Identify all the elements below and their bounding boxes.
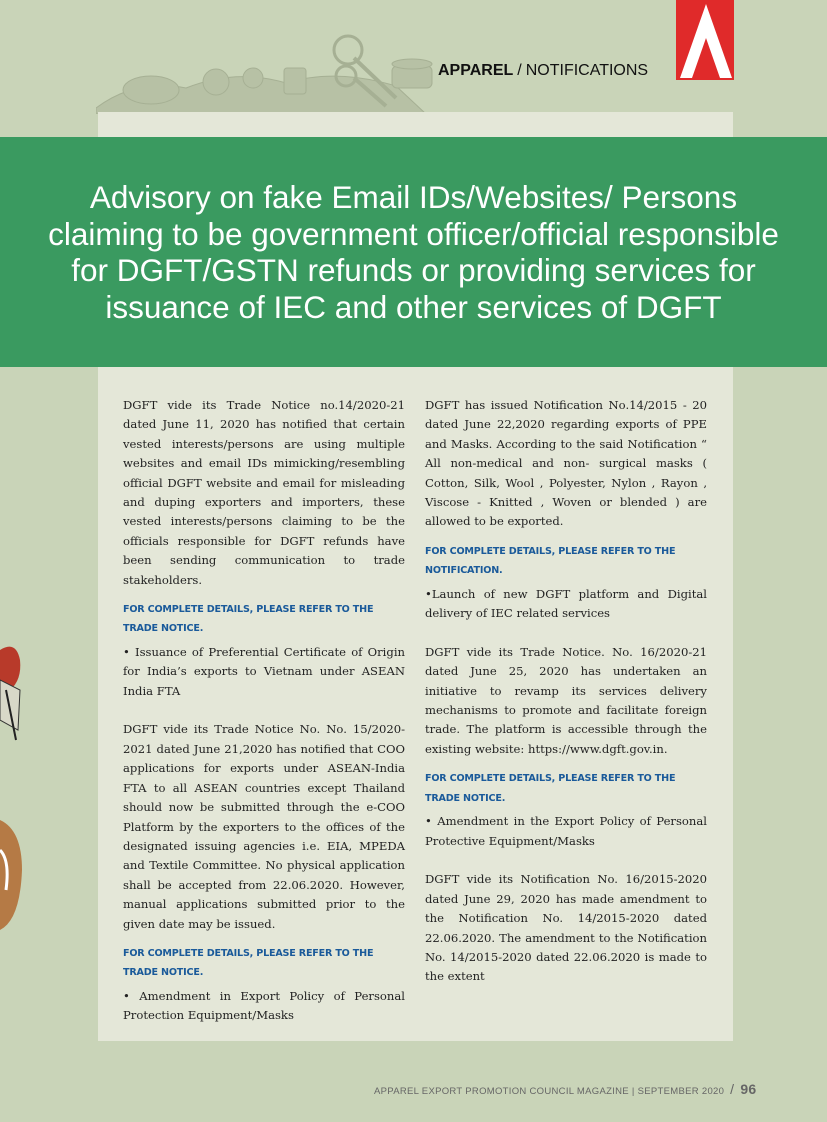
bullet-heading: • Issuance of Preferential Certificate of Origin for India’s exports to Vietnam under ASEAN India FTA xyxy=(123,644,405,698)
reference-note: FOR COMPLETE DETAILS, PLEASE REFER TO THE NOTIFICATION. xyxy=(425,545,676,577)
article-title: Advisory on fake Email IDs/Websites/ Persons claiming to be government officer/official responsible for DGFT/GSTN refunds or providing services for issuance of IEC and other services of DGFT xyxy=(48,179,779,325)
magazine-logo-icon xyxy=(676,0,734,80)
section-name: APPAREL xyxy=(438,62,514,79)
subsection-name: NOTIFICATIONS xyxy=(525,62,649,79)
magazine-name: APPAREL EXPORT PROMOTION COUNCIL MAGAZINE xyxy=(374,1086,629,1097)
paragraph: DGFT vide its Notification No. 16/2015-2020 dated June 29, 2020 has made amendment to the Notification No. 14/2015-2020 dated 22.06.2020. The amendment to the Notification No. 14/2015-2020 dated 22.06.2020 is made to the extent xyxy=(425,872,707,984)
footer-divider: | xyxy=(631,1086,635,1097)
side-illustration xyxy=(0,620,24,950)
sewing-tools-illustration xyxy=(96,28,436,114)
paragraph: DGFT has issued Notification No.14/2015 - 20 dated June 22,2020 regarding exports of PPE and Masks. According to the said Notification “ All non-medical and non- surgical masks ( Cotton, Silk, Wool , Polyester, Nylon , Rayon , Viscose - Knitted , Woven or blended ) are allowed to be exported. xyxy=(425,398,707,529)
paragraph: DGFT vide its Trade Notice No. No. 15/2020-2021 dated June 21,2020 has notified that COO applications for exports under ASEAN-India FTA to all ASEAN countries except Thailand should now be submitted through the e-COO Platform by the exporters to the offices of the designated issuing agencies i.e. EIA, MPEDA and Textile Committee. No physical application shall be accepted from 22.06.2020. However, manual applications submitted prior to the given date may be issued. xyxy=(123,722,405,931)
left-column xyxy=(123,396,405,1026)
title-banner xyxy=(0,137,827,367)
paragraph: DGFT vide its Trade Notice. No. 16/2020-21 dated June 25, 2020 has undertaken an initiative to revamp its services delivery mechanisms to promote and facilitate foreign trade. The platform is accessible through the existing website: https://www.dgft.gov.in. xyxy=(425,644,707,756)
reference-note: FOR COMPLETE DETAILS, PLEASE REFER TO THE TRADE NOTICE. xyxy=(425,773,676,804)
bullet-heading: • Amendment in the Export Policy of Personal Protective Equipment/Masks xyxy=(425,814,707,848)
article-panel-top xyxy=(98,112,733,138)
paragraph: DGFT vide its Trade Notice no.14/2020-21 dated June 11, 2020 has notified that certain vested interests/persons are using multiple websites and email IDs mimicking/resembling official DGFT website and email for misleading and duping exporters and importers, these vested interests/persons claiming to be the officials responsible for DGFT refunds have been sending communication to trade stakeholders. xyxy=(123,398,405,587)
page-slash: / xyxy=(730,1081,735,1097)
section-separator: / xyxy=(517,62,522,79)
issue-date: SEPTEMBER 2020 xyxy=(637,1086,725,1097)
bullet-heading: • Amendment in Export Policy of Personal Protection Equipment/Masks xyxy=(123,988,405,1023)
right-column xyxy=(425,396,707,987)
reference-note: FOR COMPLETE DETAILS, PLEASE REFER TO THE TRADE NOTICE. xyxy=(123,947,374,979)
bullet-heading: •Launch of new DGFT platform and Digital delivery of IEC related services xyxy=(425,586,707,621)
page-footer xyxy=(374,1081,757,1097)
reference-note: FOR COMPLETE DETAILS, PLEASE REFER TO THE TRADE NOTICE. xyxy=(123,604,374,635)
section-header xyxy=(438,62,648,80)
page-number: 96 xyxy=(740,1081,757,1097)
